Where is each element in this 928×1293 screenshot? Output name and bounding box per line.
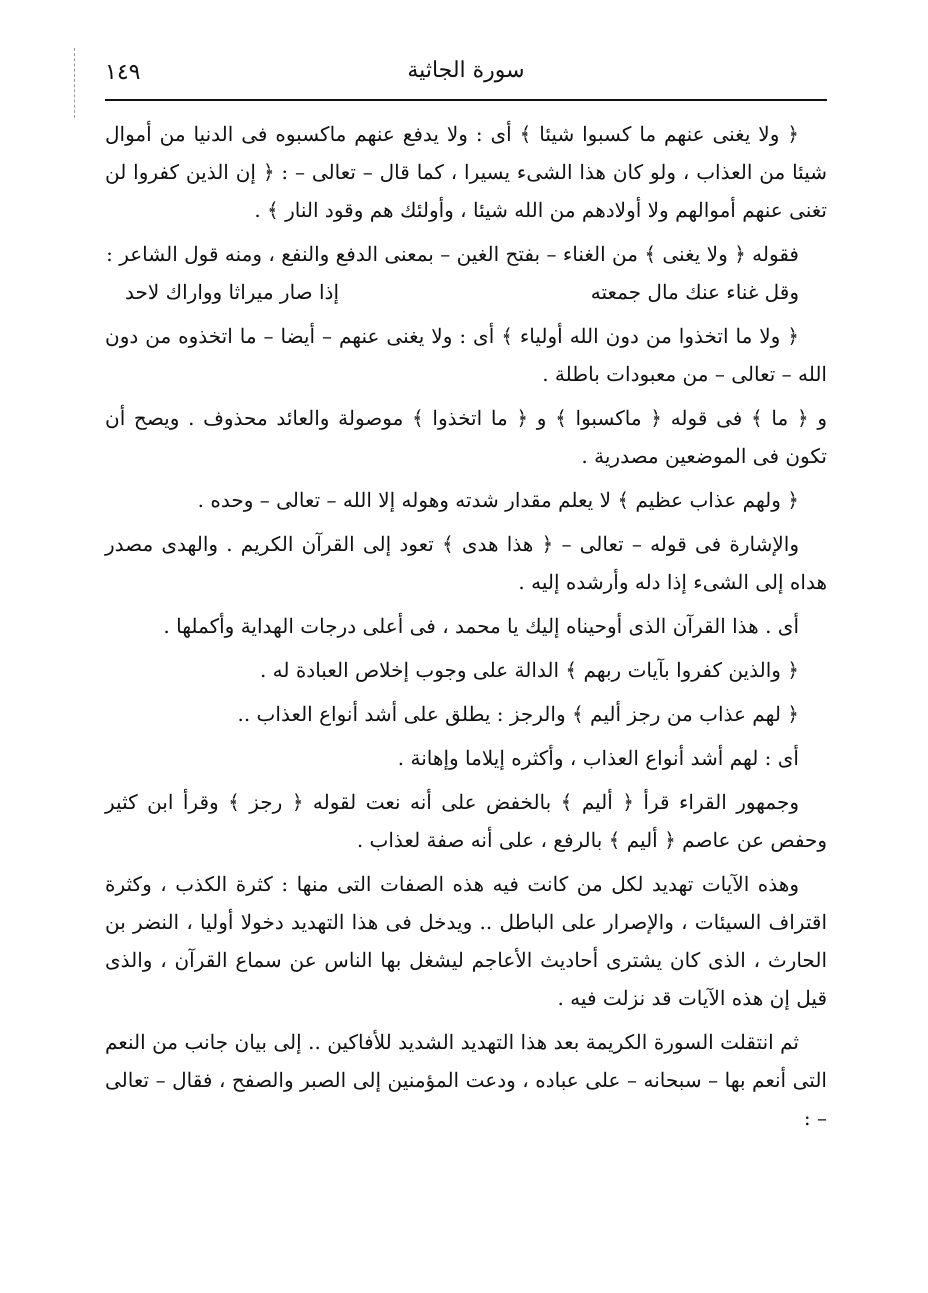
poem-verse	[105, 273, 827, 311]
paragraph: أى . هذا القرآن الذى أوحيناه إليك يا محمد ، فى أعلى درجات الهداية وأكملها .	[163, 614, 799, 638]
margin-marks	[74, 48, 85, 118]
poem-second-hemistich: إذا صار ميراثا وواراك لاحد	[125, 280, 340, 304]
paragraph: فقوله ﴿ ولا يغنى ﴾ من الغناء – بفتح الغين – بمعنى الدفع والنفع ، ومنه قول الشاعر :	[106, 242, 799, 266]
body-text	[105, 115, 827, 1143]
paragraph: ﴿ والذين كفروا بآيات ربهم ﴾ الدالة على وجوب إخلاص العبادة له .	[259, 658, 799, 682]
paragraph: ﴿ ولا ما اتخذوا من دون الله أولياء ﴾ أى : ولا يغنى عنهم – أيضا – ما اتخذوه من دون الله – تعالى – من معبودات باطلة .	[105, 324, 827, 386]
page-header	[105, 58, 827, 98]
paragraph: و ﴿ ما ﴾ فى قوله ﴿ ماكسبوا ﴾ و ﴿ ما اتخذوا ﴾ موصولة والعائد محذوف . ويصح أن تكون فى الموضعين مصدرية .	[105, 406, 827, 468]
surah-title: سورة الجاثية	[407, 58, 525, 83]
header-rule	[105, 99, 827, 101]
paragraph: أى : لهم أشد أنواع العذاب ، وأكثره إيلاما وإهانة .	[397, 746, 799, 770]
paragraph: ﴿ ولا يغنى عنهم ما كسبوا شيئا ﴾ أى : ولا يدفع عنهم ماكسبوه فى الدنيا من أموال شيئا من العذاب ، ولو كان هذا الشىء يسيرا ، كما قال – تعالى – : ﴿ إن الذين كفروا لن تغنى عنهم أموالهم ولا أولادهم من الله شيئا ، وأولئك هم وقود النار ﴾ .	[105, 122, 827, 222]
paragraph: ثم انتقلت السورة الكريمة بعد هذا التهديد الشديد للأفاكين .. إلى بيان جانب من النعم التى أنعم بها – سبحانه – على عباده ، ودعت المؤمنين إلى الصبر والصفح ، فقال – تعالى – :	[105, 1030, 827, 1130]
paragraph: وهذه الآيات تهديد لكل من كانت فيه هذه الصفات التى منها : كثرة الكذب ، وكثرة اقتراف السيئات ، والإصرار على الباطل .. ويدخل فى هذا التهديد دخولا أوليا ، النضر بن الحارث ، الذى كان يشترى أحاديث الأعاجم ليشغل بها الناس عن سماع القرآن ، والذى قيل إن هذه الآيات قد نزلت فيه .	[105, 872, 827, 1010]
paragraph: والإشارة فى قوله – تعالى – ﴿ هذا هدى ﴾ تعود إلى القرآن الكريم . والهدى مصدر هداه إلى الشىء إذا دله وأرشده إليه .	[105, 532, 827, 594]
page-number: ١٤٩	[105, 60, 141, 85]
paragraph: وجمهور القراء قرأ ﴿ أليم ﴾ بالخفض على أنه نعت لقوله ﴿ رجز ﴾ وقرأ ابن كثير وحفص عن عاصم ﴿ أليم ﴾ بالرفع ، على أنه صفة لعذاب .	[105, 790, 827, 852]
paragraph: ﴿ لهم عذاب من رجز أليم ﴾ والرجز : يطلق على أشد أنواع العذاب ..	[237, 702, 799, 726]
paragraph: ﴿ ولهم عذاب عظيم ﴾ لا يعلم مقدار شدته وهوله إلا الله – تعالى – وحده .	[197, 488, 799, 512]
poem-first-hemistich: وقل غناء عنك مال جمعته	[590, 280, 799, 304]
